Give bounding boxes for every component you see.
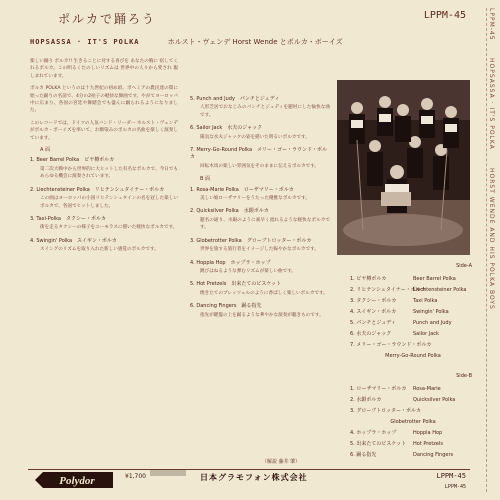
tracklist-row (350, 394, 476, 405)
side-b-heading: B 面 (200, 176, 211, 183)
title-row (30, 37, 470, 47)
track-note-title: 6. Dancing Fingers 踊る指先 (190, 303, 262, 310)
track-note-title: 4. Swingin' Polka スイギン・ポルカ (30, 237, 117, 244)
track-en: Swingin' Polka (413, 308, 449, 315)
track-en: Hot Pretzels (413, 440, 443, 447)
track-jp: 2. 水銀ポルカ (350, 397, 382, 403)
tracklist-row (350, 383, 476, 394)
track-en: Beer Barrel Polka (413, 275, 456, 282)
footer-divider (28, 469, 470, 470)
track-note-title: 5. Punch and Judy パンチとジュディ (190, 96, 280, 102)
tracklist-row (350, 284, 476, 295)
track-jp: 3. グローブトロッター・ポルカ (350, 408, 422, 414)
track-jp: 6. 水夫のジャック (350, 331, 392, 337)
track-note-title: 2. Liechtensteiner Polka リヒテンシュタイナー・ポルカ (30, 186, 165, 193)
track-note-desc: 陽気な水夫ジャックの姿を描いた明るいポルカです。 (200, 134, 310, 140)
liner-notes-column-2 (190, 96, 330, 325)
track-note (190, 208, 330, 231)
track-jp: 1. ローザマリー・ポルカ (350, 386, 407, 392)
tracklist-row (350, 328, 476, 339)
track-note (190, 187, 330, 203)
track-note-title: 3. Globetrotter Polka グローブトロッター・ポルカ (190, 237, 312, 244)
intro-paragraph: ポルカ POLKA というのは十九世紀の初め頃、ボヘミアの農民達の間に始った踊りの名前で、4分の2拍子の軽快な舞曲です。やがてヨーロッパ中に広まり、各国の宮廷や舞踏会でも盛んに踊られるようになりました。 (30, 86, 178, 114)
track-jp: 5. 出来たてのビスケット (350, 441, 407, 447)
track-note-desc: 指先が鍵盤の上を踊るような華やかな演奏が聴きものです。 (200, 312, 324, 318)
track-en: Liechtensteiner Polka (413, 286, 467, 293)
track-en: Rosa-Marie (413, 385, 441, 392)
track-note-title: 1. Rosa-Marie Polka ローザマリー・ポルカ (190, 186, 294, 193)
catalog-number-bottom-small: LPPM-45 (444, 484, 466, 490)
track-note (190, 238, 330, 254)
liner-notes-credit: （解説 藤井 肇） (262, 459, 301, 465)
track-jp: 2. リヒテンシュタイナー・ポルカ (350, 287, 426, 293)
track-note-title: 6. Sailor Jack 水夫のジャック (190, 125, 263, 132)
track-note (190, 96, 330, 119)
track-note (30, 216, 178, 232)
track-note-title: 4. Hoppla Hop ホップラ・ホップ (190, 259, 271, 266)
intro-paragraph: 楽しい踊り ポルカ!! 生きることに対する喜びを あなたの胸に 宿してくれるポルカ。この明るくたのしいリズムは 世界中の人々から愛され 親しまれています。 (30, 59, 178, 79)
track-en: Dancing Fingers (413, 451, 454, 458)
track-en: Merry-Go-Round Polka (385, 352, 441, 359)
record-company: 日本グラモフォン株式会社 (200, 473, 308, 482)
spine (486, 8, 498, 492)
track-en: Sailor Jack (413, 330, 439, 337)
tracklist-row (350, 438, 476, 449)
track-note-desc: 回転木馬の楽しい雰囲気をそのままに伝えるポルカです。 (200, 163, 320, 169)
track-note (190, 281, 330, 297)
track-en: Taxi Polka (413, 297, 438, 304)
liner-notes-column-1 (30, 58, 178, 260)
track-note-desc: 跳びはねるような弾むリズムが楽しい曲です。 (200, 268, 297, 274)
logo-text: Polydor (59, 475, 95, 487)
band-photo-image (337, 80, 470, 255)
album-title-japanese: ポルカで踊ろう (58, 12, 157, 26)
spine-catalog: LPPM-45 (488, 8, 495, 41)
track-jp: 4. スイギン・ポルカ (350, 309, 397, 315)
track-jp: 4. ホップラ・ホップ (350, 430, 397, 436)
track-note (190, 147, 330, 170)
track-note-desc: 焼きたてのプレッツェルのように香ばしく楽しいポルカです。 (200, 290, 328, 296)
track-note-desc: スイングのリズムを取り入れた新しい感覚のポルカです。 (40, 247, 159, 253)
price: ¥1,700 (125, 473, 146, 480)
track-note (30, 157, 178, 180)
track-en: Quicksilver Polka (413, 396, 456, 403)
track-note-desc: 街を走るタクシーの様子をユーモラスに描いた軽快なポルカです。 (40, 225, 178, 231)
track-note (30, 187, 178, 210)
tracklist-row (350, 427, 476, 438)
track-note (30, 238, 178, 254)
catalog-number-top: LPPM-45 (423, 10, 466, 21)
track-jp: 3. タクシー・ポルカ (350, 298, 397, 304)
side-b-label: Side-B (456, 373, 472, 379)
price-sticker-area (150, 470, 186, 476)
tracklist-row (350, 339, 476, 350)
track-en: Globetrotter Polka (390, 418, 436, 425)
track-note-title: 1. Beer Barrel Polka ビヤ樽ポルカ (30, 157, 115, 164)
track-note-desc: 題名の通り、水銀のように素早く流れるような軽快なポルカです。 (200, 217, 330, 231)
tracklist (350, 263, 476, 460)
band-photo (337, 80, 470, 255)
tracklist-row-wrap (350, 350, 476, 361)
artist-credit: ホルスト・ヴェンデ Horst Wende とポルカ・ボーイズ (167, 38, 343, 46)
track-note-title: 5. Hot Pretzels 出来たてのビスケット (190, 281, 282, 288)
track-note-desc: 世界を旅する旅行者をイメージした賑やかなポルカです。 (200, 247, 319, 253)
tracklist-row (350, 295, 476, 306)
track-note (190, 125, 330, 141)
spine-artist: HORST WENDE AND HIS POLKA BOYS (488, 168, 495, 310)
side-a-label: Side-A (456, 263, 472, 269)
track-en: Punch and Judy (413, 319, 452, 326)
track-jp: 1. ビヤ樽ポルカ (350, 276, 387, 282)
track-note-desc: 人形芝居でおなじみのパンチとジュディを題材にした愉快な曲です。 (200, 105, 330, 118)
tracklist-row (350, 273, 476, 284)
track-note (190, 303, 330, 319)
tracklist-row (350, 306, 476, 317)
track-jp: 6. 踊る指先 (350, 452, 377, 458)
intro-paragraph: このレコードでは、ドイツの人気バンド・リーダー ホルスト・ヴェンデがポルカ・ボーイズを率いて、お馴染みのポルカの名曲を楽しく演奏しています。 (30, 120, 178, 141)
polydor-logo (33, 471, 115, 489)
tracklist-row (350, 449, 476, 460)
track-note-desc: 第二次大戦中から世界的に大ヒットした有名なポルカで、今日でもあらゆる機会に演奏されています。 (40, 166, 178, 180)
track-note-title: 2. Quicksilver Polka 水銀ポルカ (190, 208, 269, 215)
track-note (190, 260, 330, 276)
album-title-english: HOPSASSA · IT'S POLKA (30, 38, 140, 46)
track-note-title: 7. Merry-Go-Round Polka メリー・ゴー・ラウンド・ポルカ (190, 147, 328, 161)
track-note-desc: 美しい娘ローザマリーをうたった優雅なポルカです。 (200, 196, 310, 202)
side-a-heading: A 面 (40, 147, 51, 154)
tracklist-row (350, 405, 476, 416)
track-jp: 5. パンチとジュディ (350, 320, 396, 326)
tracklist-row-wrap (350, 416, 476, 427)
catalog-number-bottom: LPPM-45 (436, 472, 466, 480)
track-jp: 7. メリー・ゴー・ラウンド・ポルカ (350, 342, 432, 348)
spine-title: HOPSASSA · IT'S POLKA (488, 58, 495, 150)
track-en: Hoppla Hop (413, 429, 443, 436)
track-note-desc: この曲はヨーロッパの小国リヒテンシュタインの名を冠した楽しいポルカで、各国でヒットしました。 (40, 196, 178, 209)
tracklist-row (350, 317, 476, 328)
track-note-title: 3. Taxi-Polka タクシー・ポルカ (30, 215, 106, 222)
